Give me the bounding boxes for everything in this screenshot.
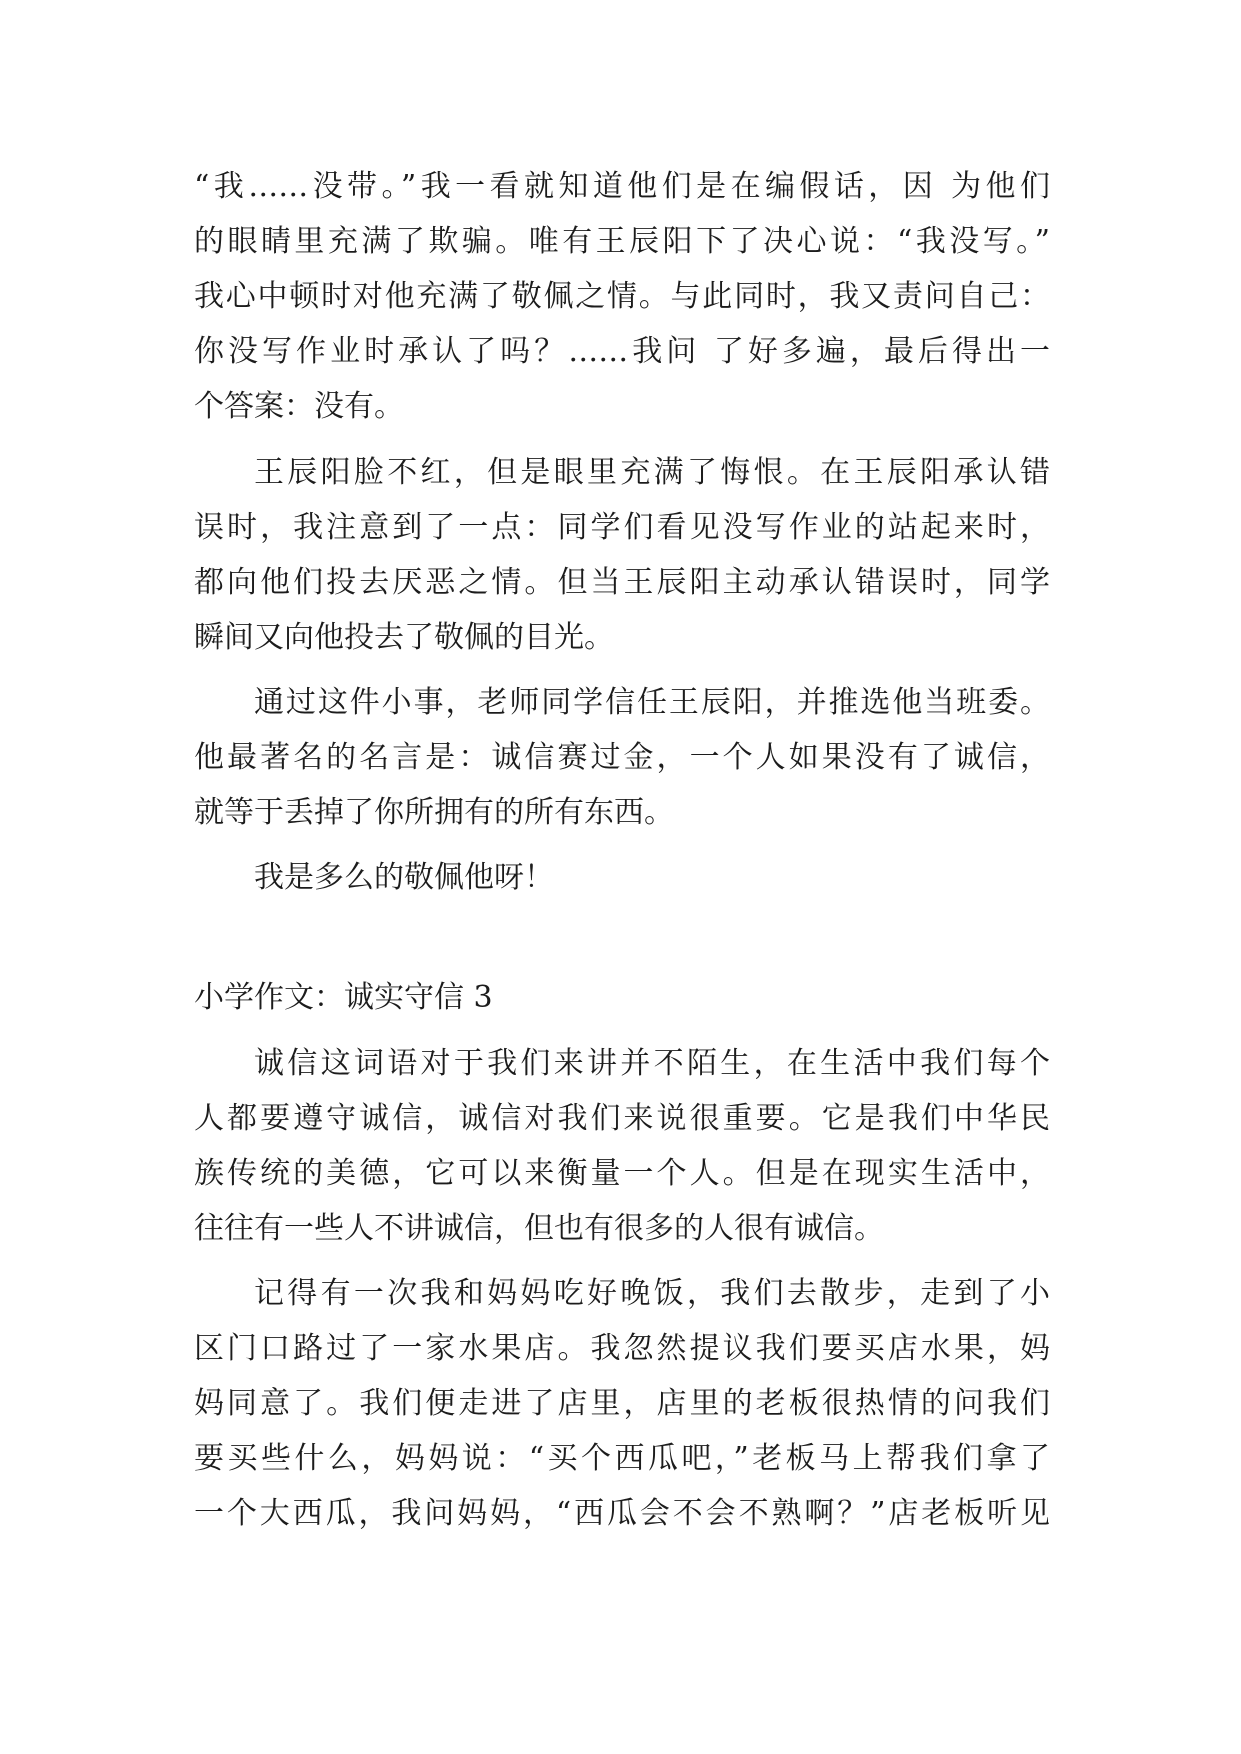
text-line: 他最著名的名言是：诚信赛过金，一个人如果没有了诚信， xyxy=(194,740,1050,775)
text-line: 误时，我注意到了一点：同学们看见没写作业的站起来时， xyxy=(194,510,1050,545)
paragraph-first-line: 通过这件小事，老师同学信任王辰阳，并推选他当班委。 xyxy=(254,685,1050,720)
text-line: 就等于丢掉了你所拥有的所有东西。 xyxy=(194,795,674,830)
text-line: 你没写作业时承认了吗？……我问 了好多遍，最后得出一 xyxy=(194,334,1050,369)
text-line: 都向他们投去厌恶之情。但当王辰阳主动承认错误时，同学 xyxy=(194,565,1050,600)
text-line: 往往有一些人不讲诚信，但也有很多的人很有诚信。 xyxy=(194,1211,884,1246)
text-line: 要买些什么，妈妈说：“买个西瓜吧，”老板马上帮我们拿了 xyxy=(194,1441,1050,1476)
paragraph-first-line: 王辰阳脸不红，但是眼里充满了悔恨。在王辰阳承认错 xyxy=(254,455,1050,490)
text-line: “我……没带。”我一看就知道他们是在编假话，因 为他们 xyxy=(194,169,1050,204)
section-heading: 小学作文：诚实守信 3 xyxy=(194,980,493,1015)
text-line: 一个大西瓜，我问妈妈，“西瓜会不会不熟啊？”店老板听见 xyxy=(194,1496,1050,1531)
text-line: 区门口路过了一家水果店。我忽然提议我们要买店水果，妈 xyxy=(194,1331,1050,1366)
text-line: 的眼睛里充满了欺骗。唯有王辰阳下了决心说：“我没写。” xyxy=(194,224,1050,259)
text-line: 族传统的美德，它可以来衡量一个人。但是在现实生活中， xyxy=(194,1156,1050,1191)
text-line: 瞬间又向他投去了敬佩的目光。 xyxy=(194,620,614,655)
paragraph-first-line: 我是多么的敬佩他呀！ xyxy=(254,860,554,895)
paragraph-first-line: 诚信这词语对于我们来讲并不陌生，在生活中我们每个 xyxy=(254,1046,1050,1081)
text-line: 我心中顿时对他充满了敬佩之情。与此同时，我又责问自己： xyxy=(194,279,1050,314)
text-line: 个答案：没有。 xyxy=(194,389,404,424)
text-line: 妈同意了。我们便走进了店里，店里的老板很热情的问我们 xyxy=(194,1386,1050,1421)
paragraph-first-line: 记得有一次我和妈妈吃好晚饭，我们去散步，走到了小 xyxy=(254,1276,1050,1311)
text-line: 人都要遵守诚信，诚信对我们来说很重要。它是我们中华民 xyxy=(194,1101,1050,1136)
